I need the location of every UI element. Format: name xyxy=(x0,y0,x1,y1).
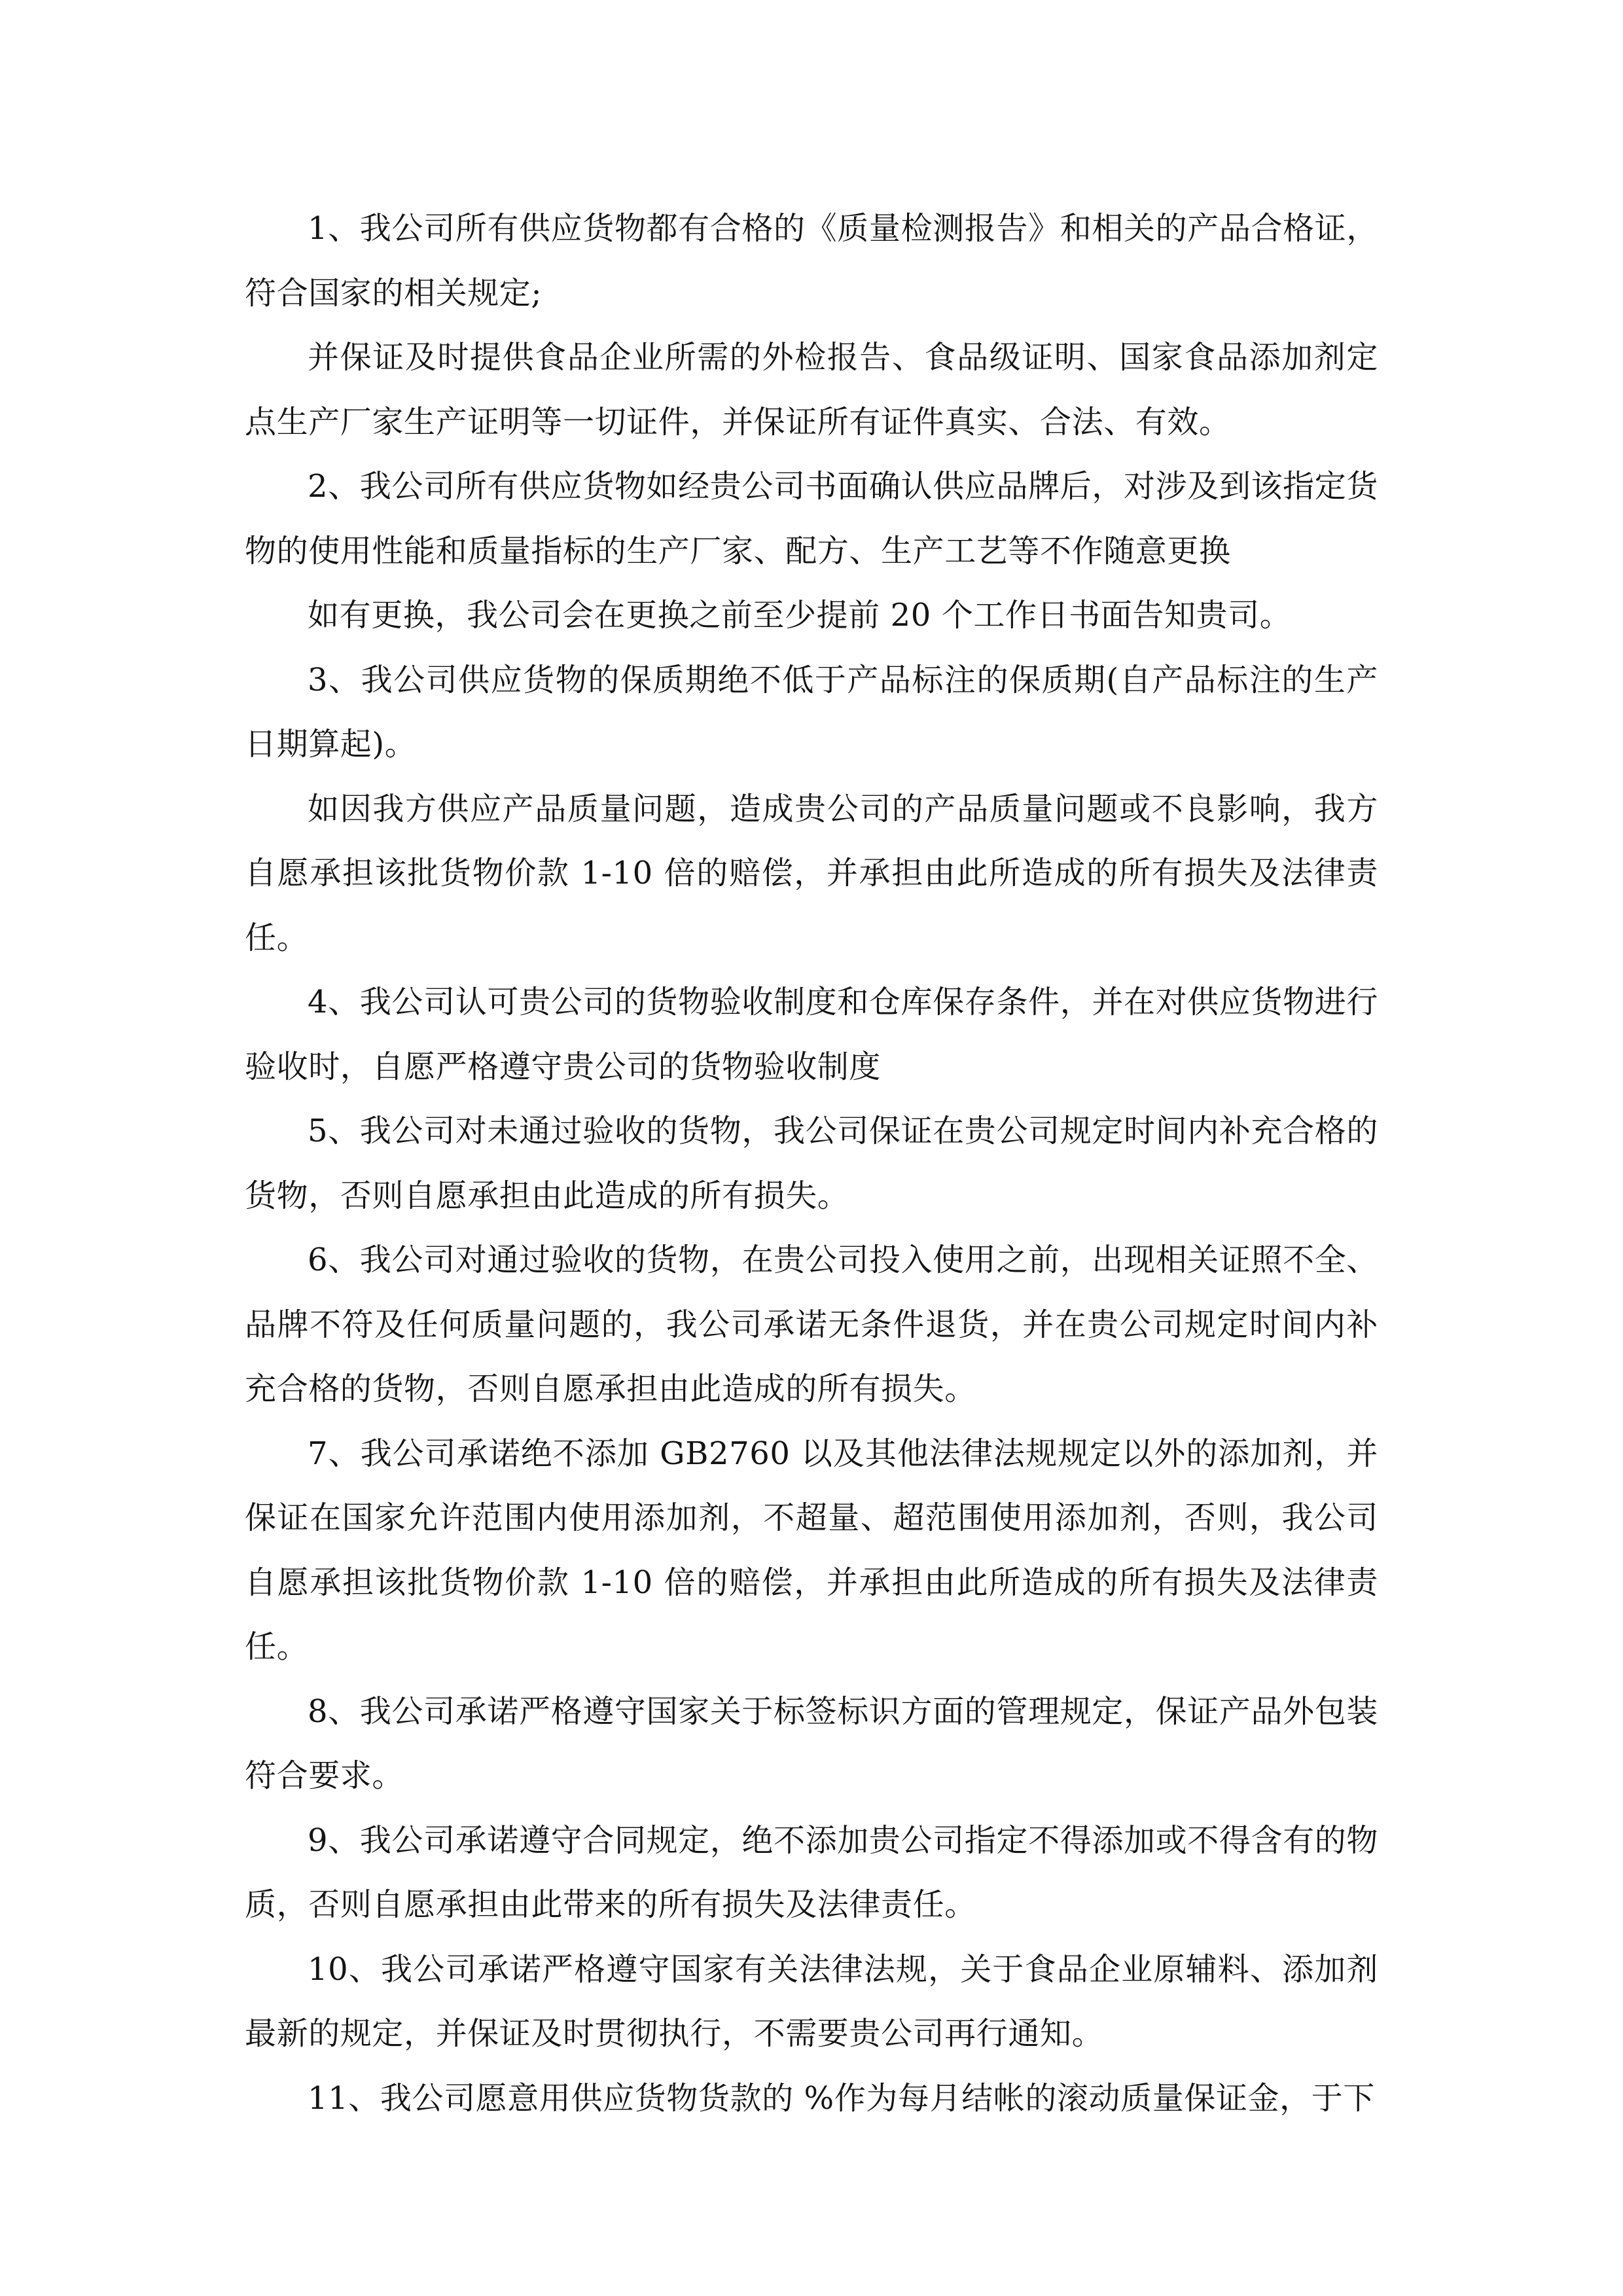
paragraph-14: 11、我公司愿意用供应货物货款的 %作为每月结帐的滚动质量保证金，于下 xyxy=(308,2079,1375,2117)
paragraph-10: 7、我公司承诺绝不添加 GB2760 以及其他法律法规规定以外的添加剂，并保证在国家允许范围内使用添加剂，不超量、超范围使用添加剂，否则，我公司自愿承担该批货物价款 1-10 倍的赔偿，并承担由此所造成的所有损失及法律责任。 xyxy=(245,1435,1378,1665)
paragraph-12: 9、我公司承诺遵守合同规定，绝不添加贵公司指定不得添加或不得含有的物质，否则自愿承担由此带来的所有损失及法律责任。 xyxy=(245,1821,1378,1923)
paragraph-3: 2、我公司所有供应货物如经贵公司书面确认供应品牌后，对涉及到该指定货物的使用性能和质量指标的生产厂家、配方、生产工艺等不作随意更换 xyxy=(245,468,1378,569)
paragraph-13: 10、我公司承诺严格遵守国家有关法律法规，关于食品企业原辅料、添加剂最新的规定，并保证及时贯彻执行，不需要贵公司再行通知。 xyxy=(245,1950,1378,2052)
paragraph-8: 5、我公司对未通过验收的货物，我公司保证在贵公司规定时间内补充合格的货物，否则自愿承担由此造成的所有损失。 xyxy=(245,1113,1378,1214)
paragraph-1: 1、我公司所有供应货物都有合格的《质量检测报告》和相关的产品合格证，符合国家的相关规定; xyxy=(245,210,1378,312)
document-body xyxy=(245,196,1378,2130)
paragraph-4: 如有更换，我公司会在更换之前至少提前 20 个工作日书面告知贵司。 xyxy=(308,597,1292,634)
paragraph-11: 8、我公司承诺严格遵守国家关于标签标识方面的管理规定，保证产品外包装符合要求。 xyxy=(245,1693,1378,1794)
paragraph-5: 3、我公司供应货物的保质期绝不低于产品标注的保质期(自产品标注的生产日期算起)。 xyxy=(245,661,1378,762)
paragraph-6: 如因我方供应产品质量问题，造成贵公司的产品质量问题或不良影响，我方自愿承担该批货物价款 1-10 倍的赔偿，并承担由此所造成的所有损失及法律责任。 xyxy=(245,790,1378,956)
paragraph-2: 并保证及时提供食品企业所需的外检报告、食品级证明、国家食品添加剂定点生产厂家生产证明等一切证件，并保证所有证件真实、合法、有效。 xyxy=(245,339,1378,440)
paragraph-7: 4、我公司认可贵公司的货物验收制度和仓库保存条件，并在对供应货物进行验收时，自愿严格遵守贵公司的货物验收制度 xyxy=(245,984,1378,1085)
paragraph-9: 6、我公司对通过验收的货物，在贵公司投入使用之前，出现相关证照不全、品牌不符及任何质量问题的，我公司承诺无条件退货，并在贵公司规定时间内补充合格的货物，否则自愿承担由此造成的所有损失。 xyxy=(245,1242,1378,1407)
